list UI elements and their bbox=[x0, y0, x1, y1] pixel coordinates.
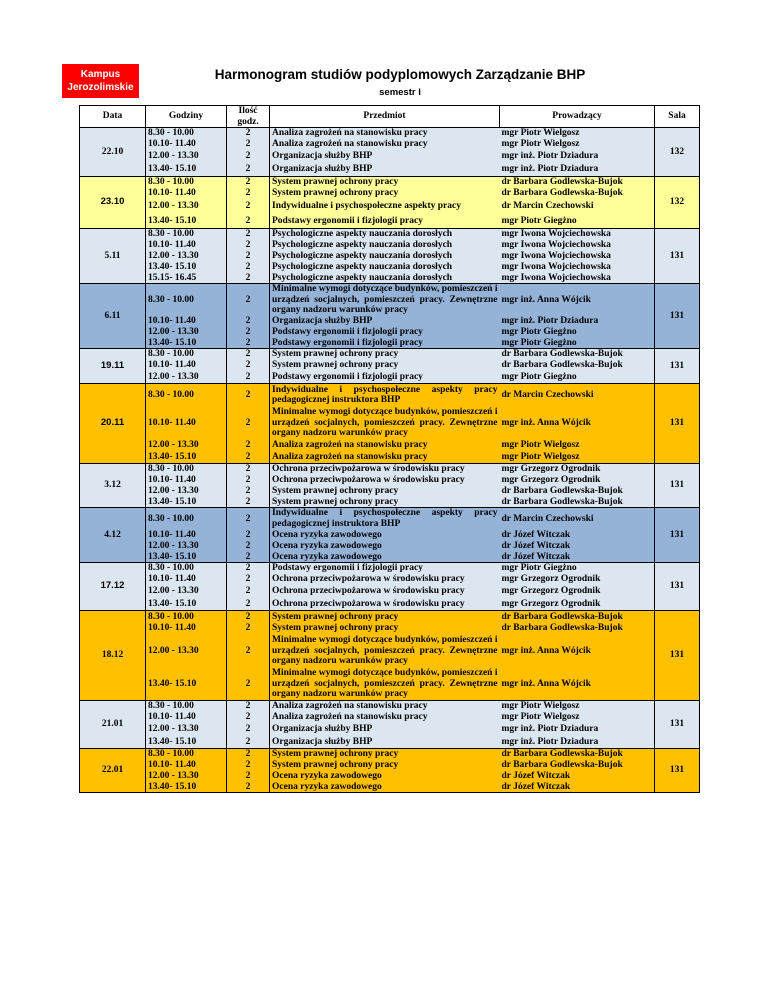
table-row bbox=[80, 384, 700, 407]
lecturer-cell: dr Józef Witczak bbox=[500, 771, 655, 782]
subject-cell: Minimalne wymogi dotyczące budynków, pomieszczeń i urządzeń socjalnych, pomieszczeń pracy. Zewnętrzne organy nadzoru warunków pracy bbox=[272, 635, 498, 667]
lecturer-cell: dr Marcin Czechowski bbox=[500, 199, 655, 214]
date-cell: 19.11 bbox=[80, 349, 146, 384]
header-subject: Przedmiot bbox=[270, 106, 500, 128]
hours-count-cell: 2 bbox=[227, 701, 270, 712]
lecturer-cell: dr Barbara Godlewska-Bujok bbox=[500, 611, 655, 623]
subject-cell: Analiza zagrożeń na stanowisku pracy bbox=[272, 711, 428, 722]
date-cell: 22.01 bbox=[80, 749, 146, 793]
room-cell: 131 bbox=[655, 384, 700, 464]
table-row bbox=[80, 771, 700, 782]
lecturer-cell: dr Józef Witczak bbox=[500, 552, 655, 563]
hours-cell: 13.40- 15.10 bbox=[146, 262, 227, 273]
subject-cell: Ocena ryzyka zawodowego bbox=[272, 540, 382, 551]
lecturer-cell: dr Barbara Godlewska-Bujok bbox=[500, 623, 655, 635]
hours-count-cell: 2 bbox=[227, 736, 270, 749]
table-row bbox=[80, 188, 700, 199]
subject-cell: Psychologiczne aspekty nauczania dorosłych bbox=[270, 273, 500, 284]
room-cell: 131 bbox=[655, 749, 700, 793]
hours-cell: 8.30 - 10.00 bbox=[146, 284, 227, 316]
hours-cell: 10.10- 11.40 bbox=[146, 712, 227, 723]
lecturer-cell: mgr Grzegorz Ogrodnik bbox=[500, 598, 655, 611]
table-row bbox=[80, 214, 700, 229]
hours-cell: 10.10- 11.40 bbox=[146, 316, 227, 327]
hours-count-cell: 2 bbox=[227, 349, 270, 360]
date-cell: 17.12 bbox=[80, 563, 146, 611]
hours-cell: 12.00 - 13.30 bbox=[146, 723, 227, 736]
table-row bbox=[80, 736, 700, 749]
hours-count-cell: 2 bbox=[227, 407, 270, 440]
lecturer-cell: dr Barbara Godlewska-Bujok bbox=[500, 177, 655, 188]
hours-cell: 12.00 - 13.30 bbox=[146, 635, 227, 668]
subject-cell: System prawnej ochrony pracy bbox=[272, 360, 399, 371]
lecturer-cell: mgr inż. Anna Wójcik bbox=[500, 407, 655, 440]
table-row bbox=[80, 586, 700, 598]
table-row bbox=[80, 598, 700, 611]
hours-count-cell: 2 bbox=[227, 598, 270, 611]
subject-cell: Podstawy ergonomii i fizjologii pracy bbox=[270, 372, 500, 384]
hours-cell: 8.30 - 10.00 bbox=[146, 563, 227, 574]
hours-count-cell: 2 bbox=[227, 360, 270, 372]
subject-cell: Indywidualne i psychospołeczne aspekty pracy pedagogicznej instruktora BHP bbox=[270, 508, 500, 530]
page-subtitle: semestr I bbox=[379, 87, 421, 98]
campus-badge-line1: Kampus bbox=[80, 69, 121, 80]
subject-cell: Analiza zagrożeń na stanowisku pracy bbox=[272, 138, 428, 149]
lecturer-cell: dr Barbara Godlewska-Bujok bbox=[500, 360, 655, 372]
hours-count-cell: 2 bbox=[227, 199, 270, 214]
subject-cell: Analiza zagrożeń na stanowisku pracy bbox=[270, 452, 500, 464]
subject-cell: System prawnej ochrony pracy bbox=[270, 611, 500, 623]
hours-count-cell: 2 bbox=[227, 712, 270, 723]
lecturer-cell: mgr Piotr Giegżno bbox=[500, 327, 655, 338]
hours-count-cell: 2 bbox=[227, 139, 270, 150]
subject-cell: System prawnej ochrony pracy bbox=[272, 485, 399, 496]
hours-cell: 12.00 - 13.30 bbox=[146, 199, 227, 214]
subject-cell: System prawnej ochrony pracy bbox=[270, 349, 500, 360]
hours-count-cell: 2 bbox=[227, 574, 270, 586]
hours-cell: 10.10- 11.40 bbox=[146, 360, 227, 372]
hours-cell: 8.30 - 10.00 bbox=[146, 749, 227, 760]
room-cell: 131 bbox=[655, 508, 700, 563]
hours-count-cell: 2 bbox=[227, 150, 270, 163]
lecturer-cell: dr Józef Witczak bbox=[500, 782, 655, 793]
hours-count-cell: 2 bbox=[227, 284, 270, 316]
date-cell: 23.10 bbox=[80, 177, 146, 229]
table-row bbox=[80, 262, 700, 273]
subject-cell: Ochrona przeciwpożarowa w środowisku pracy bbox=[270, 464, 500, 475]
hours-cell: 15.15- 16.45 bbox=[146, 273, 227, 284]
hours-cell: 8.30 - 10.00 bbox=[146, 229, 227, 240]
subject-cell: Podstawy ergonomii i fizjologii pracy bbox=[270, 338, 500, 349]
hours-cell: 8.30 - 10.00 bbox=[146, 701, 227, 712]
lecturer-cell: mgr inż. Anna Wójcik bbox=[500, 284, 655, 316]
subject-cell: Ochrona przeciwpożarowa w środowisku pracy bbox=[272, 586, 465, 597]
subject-cell: Indywidualne i psychospołeczne aspekty pracy bbox=[272, 200, 461, 211]
hours-cell: 8.30 - 10.00 bbox=[146, 464, 227, 475]
table-row bbox=[80, 177, 700, 188]
hours-count-cell: 2 bbox=[227, 128, 270, 139]
lecturer-cell: mgr inż. Piotr Dziadura bbox=[500, 723, 655, 736]
subject-cell: Organizacja służby BHP bbox=[272, 723, 373, 734]
hours-cell: 10.10- 11.40 bbox=[146, 407, 227, 440]
date-cell: 21.01 bbox=[80, 701, 146, 749]
hours-count-cell: 2 bbox=[227, 586, 270, 598]
header-date: Data bbox=[80, 106, 146, 128]
hours-cell: 13.40- 15.10 bbox=[146, 598, 227, 611]
table-row bbox=[80, 338, 700, 349]
lecturer-cell: mgr Piotr Wielgosz bbox=[500, 128, 655, 139]
lecturer-cell: dr Marcin Czechowski bbox=[500, 384, 655, 407]
hours-count-cell: 2 bbox=[227, 508, 270, 530]
table-row bbox=[80, 723, 700, 736]
room-cell: 131 bbox=[655, 229, 700, 284]
hours-count-cell: 2 bbox=[227, 623, 270, 635]
lecturer-cell: mgr inż. Piotr Dziadura bbox=[500, 150, 655, 163]
table-row bbox=[80, 407, 700, 440]
lecturer-cell: mgr Piotr Giegżno bbox=[500, 563, 655, 574]
header-row bbox=[80, 106, 700, 128]
subject-cell: System prawnej ochrony pracy bbox=[270, 749, 500, 760]
lecturer-cell: mgr Iwona Wojciechowska bbox=[500, 251, 655, 262]
hours-cell: 13.40- 15.10 bbox=[146, 668, 227, 701]
table-row bbox=[80, 574, 700, 586]
lecturer-cell: mgr Piotr Giegżno bbox=[500, 214, 655, 229]
hours-cell: 10.10- 11.40 bbox=[146, 475, 227, 486]
table-row bbox=[80, 360, 700, 372]
subject-cell: Ocena ryzyka zawodowego bbox=[270, 782, 500, 793]
hours-count-cell: 2 bbox=[227, 316, 270, 327]
lecturer-cell: mgr Grzegorz Ogrodnik bbox=[500, 464, 655, 475]
subject-cell: Ocena ryzyka zawodowego bbox=[272, 529, 382, 540]
table-row bbox=[80, 782, 700, 793]
hours-cell: 13.40- 15.10 bbox=[146, 736, 227, 749]
hours-count-cell: 2 bbox=[227, 771, 270, 782]
table-row bbox=[80, 128, 700, 139]
hours-count-cell: 2 bbox=[227, 723, 270, 736]
hours-count-cell: 2 bbox=[227, 749, 270, 760]
hours-count-cell: 2 bbox=[227, 635, 270, 668]
hours-count-cell: 2 bbox=[227, 486, 270, 497]
hours-cell: 10.10- 11.40 bbox=[146, 623, 227, 635]
hours-cell: 12.00 - 13.30 bbox=[146, 251, 227, 262]
table-row bbox=[80, 611, 700, 623]
hours-count-cell: 2 bbox=[227, 262, 270, 273]
hours-count-cell: 2 bbox=[227, 327, 270, 338]
subject-cell: System prawnej ochrony pracy bbox=[272, 623, 399, 634]
subject-cell: Ocena ryzyka zawodowego bbox=[272, 770, 382, 781]
table-row bbox=[80, 749, 700, 760]
lecturer-cell: mgr inż. Piotr Dziadura bbox=[500, 736, 655, 749]
hours-cell: 12.00 - 13.30 bbox=[146, 486, 227, 497]
lecturer-cell: mgr Iwona Wojciechowska bbox=[500, 229, 655, 240]
hours-cell: 12.00 - 13.30 bbox=[146, 440, 227, 452]
hours-count-cell: 2 bbox=[227, 163, 270, 177]
subject-cell: Organizacja służby BHP bbox=[270, 163, 500, 177]
lecturer-cell: mgr inż. Piotr Dziadura bbox=[500, 163, 655, 177]
hours-count-cell: 2 bbox=[227, 273, 270, 284]
subject-cell: Podstawy ergonomii i fizjologii pracy bbox=[270, 563, 500, 574]
lecturer-cell: mgr Piotr Wielgosz bbox=[500, 701, 655, 712]
table-row bbox=[80, 530, 700, 541]
campus-badge bbox=[62, 64, 139, 98]
lecturer-cell: dr Barbara Godlewska-Bujok bbox=[500, 760, 655, 771]
lecturer-cell: dr Barbara Godlewska-Bujok bbox=[500, 349, 655, 360]
lecturer-cell: mgr Piotr Giegżno bbox=[500, 372, 655, 384]
hours-count-cell: 2 bbox=[227, 552, 270, 563]
subject-cell: Ocena ryzyka zawodowego bbox=[270, 552, 500, 563]
hours-count-cell: 2 bbox=[227, 229, 270, 240]
subject-cell: Analiza zagrożeń na stanowisku pracy bbox=[272, 440, 428, 451]
table-row bbox=[80, 541, 700, 552]
subject-cell: Ochrona przeciwpożarowa w środowisku pracy bbox=[270, 598, 500, 611]
hours-count-cell: 2 bbox=[227, 214, 270, 229]
room-cell: 131 bbox=[655, 611, 700, 701]
lecturer-cell: mgr inż. Piotr Dziadura bbox=[500, 316, 655, 327]
lecturer-cell: mgr Piotr Wielgosz bbox=[500, 440, 655, 452]
room-cell: 131 bbox=[655, 563, 700, 611]
lecturer-cell: dr Józef Witczak bbox=[500, 530, 655, 541]
table-row bbox=[80, 508, 700, 530]
subject-cell: Analiza zagrożeń na stanowisku pracy bbox=[270, 701, 500, 712]
hours-count-cell: 2 bbox=[227, 251, 270, 262]
hours-cell: 8.30 - 10.00 bbox=[146, 384, 227, 407]
table-row bbox=[80, 486, 700, 497]
table-row bbox=[80, 760, 700, 771]
subject-cell: Psychologiczne aspekty nauczania dorosłych bbox=[272, 239, 453, 250]
lecturer-cell: dr Barbara Godlewska-Bujok bbox=[500, 497, 655, 508]
schedule-table bbox=[79, 105, 700, 793]
table-row bbox=[80, 497, 700, 508]
subject-cell: Organizacja służby BHP bbox=[270, 736, 500, 749]
hours-count-cell: 2 bbox=[227, 497, 270, 508]
campus-badge-line2: Jerozolimskie bbox=[67, 82, 134, 93]
subject-cell: System prawnej ochrony pracy bbox=[272, 759, 399, 770]
hours-count-cell: 2 bbox=[227, 338, 270, 349]
date-cell: 20.11 bbox=[80, 384, 146, 464]
subject-cell: Ochrona przeciwpożarowa w środowisku pracy bbox=[272, 574, 465, 585]
hours-cell: 12.00 - 13.30 bbox=[146, 541, 227, 552]
room-cell: 131 bbox=[655, 284, 700, 349]
subject-cell: Psychologiczne aspekty nauczania dorosłych bbox=[272, 250, 453, 261]
lecturer-cell: mgr Grzegorz Ogrodnik bbox=[500, 475, 655, 486]
table-row bbox=[80, 229, 700, 240]
table-row bbox=[80, 240, 700, 251]
subject-cell: Minimalne wymogi dotyczące budynków, pomieszczeń i urządzeń socjalnych, pomieszczeń pracy. Zewnętrzne organy nadzoru warunków pracy bbox=[272, 407, 498, 439]
subject-cell: Analiza zagrożeń na stanowisku pracy bbox=[270, 128, 500, 139]
table-row bbox=[80, 563, 700, 574]
hours-cell: 8.30 - 10.00 bbox=[146, 611, 227, 623]
table-row bbox=[80, 199, 700, 214]
date-cell: 5.11 bbox=[80, 229, 146, 284]
room-cell: 131 bbox=[655, 464, 700, 508]
hours-count-cell: 2 bbox=[227, 177, 270, 188]
lecturer-cell: mgr Piotr Wielgosz bbox=[500, 712, 655, 723]
table-row bbox=[80, 251, 700, 262]
room-cell: 132 bbox=[655, 177, 700, 229]
table-row bbox=[80, 623, 700, 635]
lecturer-cell: mgr Iwona Wojciechowska bbox=[500, 240, 655, 251]
subject-cell: Organizacja służby BHP bbox=[272, 315, 373, 326]
lecturer-cell: dr Marcin Czechowski bbox=[500, 508, 655, 530]
table-row bbox=[80, 464, 700, 475]
hours-count-cell: 2 bbox=[227, 372, 270, 384]
hours-count-cell: 2 bbox=[227, 240, 270, 251]
subject-cell: Podstawy ergonomii i fizjologii pracy bbox=[270, 214, 500, 229]
table-row bbox=[80, 150, 700, 163]
hours-cell: 10.10- 11.40 bbox=[146, 530, 227, 541]
date-cell: 18.12 bbox=[80, 611, 146, 701]
hours-count-cell: 2 bbox=[227, 530, 270, 541]
hours-cell: 10.10- 11.40 bbox=[146, 574, 227, 586]
hours-cell: 12.00 - 13.30 bbox=[146, 771, 227, 782]
table-row bbox=[80, 635, 700, 668]
lecturer-cell: mgr Piotr Wielgosz bbox=[500, 452, 655, 464]
hours-cell: 12.00 - 13.30 bbox=[146, 327, 227, 338]
hours-cell: 12.00 - 13.30 bbox=[146, 372, 227, 384]
table-row bbox=[80, 273, 700, 284]
subject-cell: Psychologiczne aspekty nauczania dorosłych bbox=[272, 261, 453, 272]
date-cell: 22.10 bbox=[80, 128, 146, 177]
lecturer-cell: mgr Piotr Wielgosz bbox=[500, 139, 655, 150]
hours-cell: 8.30 - 10.00 bbox=[146, 349, 227, 360]
hours-cell: 10.10- 11.40 bbox=[146, 139, 227, 150]
lecturer-cell: mgr inż. Anna Wójcik bbox=[500, 635, 655, 668]
table-row bbox=[80, 552, 700, 563]
hours-cell: 10.10- 11.40 bbox=[146, 188, 227, 199]
subject-cell: Podstawy ergonomii i fizjologii pracy bbox=[272, 326, 423, 337]
hours-cell: 10.10- 11.40 bbox=[146, 760, 227, 771]
header-lecturer: Prowadzący bbox=[500, 106, 655, 128]
hours-cell: 13.40- 15.10 bbox=[146, 214, 227, 229]
table-row bbox=[80, 284, 700, 316]
date-cell: 4.12 bbox=[80, 508, 146, 563]
hours-count-cell: 2 bbox=[227, 611, 270, 623]
hours-count-cell: 2 bbox=[227, 452, 270, 464]
lecturer-cell: mgr Iwona Wojciechowska bbox=[500, 262, 655, 273]
lecturer-cell: dr Barbara Godlewska-Bujok bbox=[500, 749, 655, 760]
header-count: Ilość godz. bbox=[227, 106, 270, 128]
room-cell: 131 bbox=[655, 701, 700, 749]
subject-cell: Minimalne wymogi dotyczące budynków, pomieszczeń i urządzeń socjalnych, pomieszczeń pracy. Zewnętrzne organy nadzoru warunków pracy bbox=[270, 668, 500, 701]
table-row bbox=[80, 668, 700, 701]
hours-cell: 13.40- 15.10 bbox=[146, 552, 227, 563]
subject-cell: Psychologiczne aspekty nauczania dorosłych bbox=[270, 229, 500, 240]
lecturer-cell: mgr Grzegorz Ogrodnik bbox=[500, 586, 655, 598]
lecturer-cell: mgr Grzegorz Ogrodnik bbox=[500, 574, 655, 586]
subject-cell: Ochrona przeciwpożarowa w środowisku pracy bbox=[272, 474, 465, 485]
hours-count-cell: 2 bbox=[227, 782, 270, 793]
table-row bbox=[80, 316, 700, 327]
table-row bbox=[80, 440, 700, 452]
hours-count-cell: 2 bbox=[227, 188, 270, 199]
subject-cell: System prawnej ochrony pracy bbox=[272, 187, 399, 198]
subject-cell: Indywidualne i psychospołeczne aspekty pracy pedagogicznej instruktora BHP bbox=[270, 384, 500, 407]
subject-cell: System prawnej ochrony pracy bbox=[270, 497, 500, 508]
table-row bbox=[80, 327, 700, 338]
lecturer-cell: dr Barbara Godlewska-Bujok bbox=[500, 188, 655, 199]
room-cell: 131 bbox=[655, 349, 700, 384]
hours-cell: 13.40- 15.10 bbox=[146, 452, 227, 464]
table-row bbox=[80, 701, 700, 712]
table-row bbox=[80, 475, 700, 486]
table-row bbox=[80, 163, 700, 177]
hours-cell: 10.10- 11.40 bbox=[146, 240, 227, 251]
hours-cell: 8.30 - 10.00 bbox=[146, 128, 227, 139]
hours-count-cell: 2 bbox=[227, 464, 270, 475]
hours-cell: 13.40- 15.10 bbox=[146, 782, 227, 793]
hours-count-cell: 2 bbox=[227, 475, 270, 486]
room-cell: 132 bbox=[655, 128, 700, 177]
header-room: Sala bbox=[655, 106, 700, 128]
lecturer-cell: mgr Piotr Giegżno bbox=[500, 338, 655, 349]
hours-cell: 12.00 - 13.30 bbox=[146, 150, 227, 163]
page-title: Harmonogram studiów podyplomowych Zarządzanie BHP bbox=[214, 67, 586, 82]
hours-cell: 13.40- 15.10 bbox=[146, 497, 227, 508]
schedule-body bbox=[80, 106, 700, 793]
table-row bbox=[80, 349, 700, 360]
subject-cell: Organizacja służby BHP bbox=[272, 150, 373, 161]
table-row bbox=[80, 452, 700, 464]
header-hours: Godziny bbox=[146, 106, 227, 128]
lecturer-cell: mgr Iwona Wojciechowska bbox=[500, 273, 655, 284]
date-cell: 6.11 bbox=[80, 284, 146, 349]
hours-count-cell: 2 bbox=[227, 760, 270, 771]
table-row bbox=[80, 712, 700, 723]
hours-count-cell: 2 bbox=[227, 384, 270, 407]
date-cell: 3.12 bbox=[80, 464, 146, 508]
hours-cell: 8.30 - 10.00 bbox=[146, 177, 227, 188]
lecturer-cell: dr Józef Witczak bbox=[500, 541, 655, 552]
hours-cell: 8.30 - 10.00 bbox=[146, 508, 227, 530]
hours-count-cell: 2 bbox=[227, 440, 270, 452]
table-row bbox=[80, 372, 700, 384]
hours-cell: 13.40- 15.10 bbox=[146, 338, 227, 349]
hours-count-cell: 2 bbox=[227, 668, 270, 701]
hours-count-cell: 2 bbox=[227, 563, 270, 574]
table-row bbox=[80, 139, 700, 150]
lecturer-cell: dr Barbara Godlewska-Bujok bbox=[500, 486, 655, 497]
hours-cell: 12.00 - 13.30 bbox=[146, 586, 227, 598]
subject-cell: System prawnej ochrony pracy bbox=[270, 177, 500, 188]
subject-cell: Minimalne wymogi dotyczące budynków, pomieszczeń i urządzeń socjalnych, pomieszczeń pracy. Zewnętrzne organy nadzoru warunków pracy bbox=[270, 284, 500, 316]
hours-count-cell: 2 bbox=[227, 541, 270, 552]
hours-cell: 13.40- 15.10 bbox=[146, 163, 227, 177]
lecturer-cell: mgr inż. Anna Wójcik bbox=[500, 668, 655, 701]
